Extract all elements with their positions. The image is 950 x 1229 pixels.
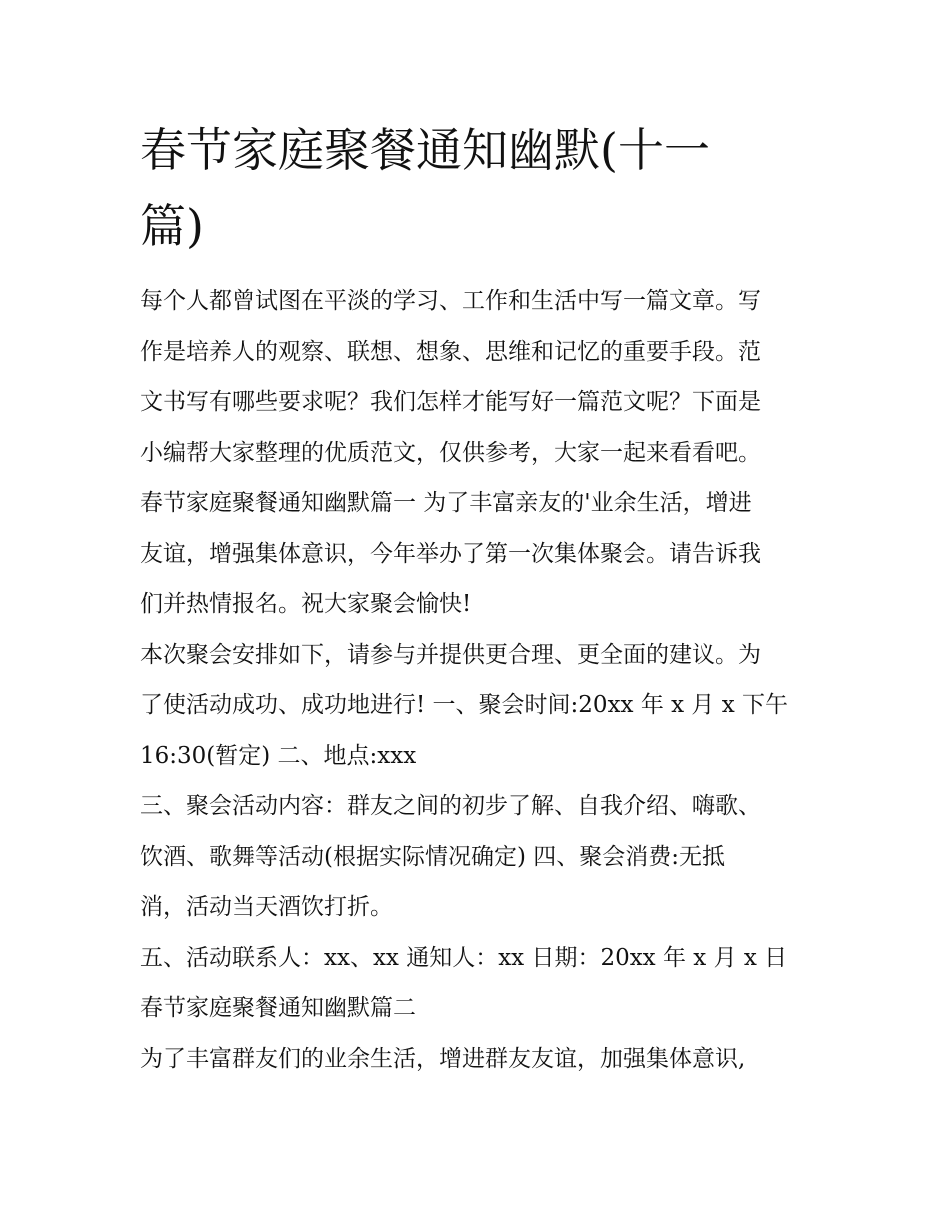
body-line: 本次聚会安排如下，请参与并提供更合理、更全面的建议。为 — [140, 641, 761, 668]
body-line: 们并热情报名。祝大家聚会愉快! — [140, 591, 472, 617]
body-line: 春节家庭聚餐通知幽默篇二 — [140, 995, 416, 1021]
body-line: 为了丰富群友们的业余生活，增进群友友谊，加强集体意识, — [140, 1045, 746, 1072]
body-line: 作是培养人的观察、联想、想象、思维和记忆的重要手段。范 — [140, 338, 761, 365]
body-line: 消，活动当天酒饮打折。 — [140, 894, 393, 920]
body-line: 文书写有哪些要求呢？我们怎样才能写好一篇范文呢？下面是 — [140, 389, 761, 415]
title-line: 春节家庭聚餐通知幽默(十一 — [140, 123, 710, 177]
body-line: 饮酒、歌舞等活动(根据实际情况确定) 四、聚会消费:无抵 — [140, 843, 726, 870]
document-title — [140, 112, 820, 264]
body-line: 了使活动成功、成功地进行! 一、聚会时间:20xx 年 x 月 x 下午 — [140, 692, 789, 718]
body-line: 五、活动联系人：xx、xx 通知人：xx 日期：20xx 年 x 月 x 日 — [140, 944, 788, 971]
body-line: 三、聚会活动内容：群友之间的初步了解、自我介绍、嗨歌、 — [140, 793, 761, 819]
body-line: 16:30(暂定) 二、地点:xxx — [140, 742, 417, 769]
body-line: 春节家庭聚餐通知幽默篇一 为了丰富亲友的'业余生活，增进 — [140, 490, 752, 516]
body-line: 小编帮大家整理的优质范文，仅供参考，大家一起来看看吧。 — [140, 439, 761, 466]
body-line: 每个人都曾试图在平淡的学习、工作和生活中写一篇文章。写 — [140, 288, 761, 314]
body-line: 友谊，增强集体意识，今年举办了第一次集体聚会。请告诉我 — [140, 540, 761, 567]
document-body — [140, 276, 820, 1084]
title-line: 篇) — [140, 199, 204, 253]
